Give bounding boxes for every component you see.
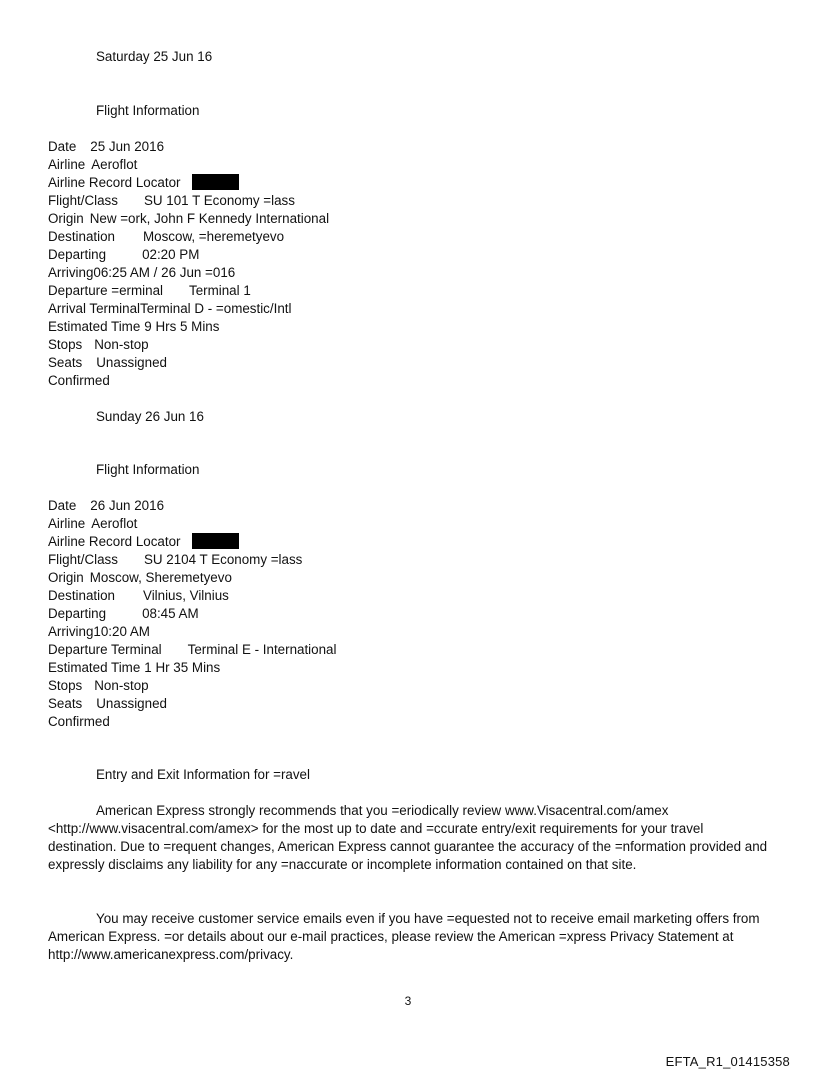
arriving-value: 06:25 AM / 26 Jun =016	[93, 265, 236, 280]
date-row	[48, 497, 164, 515]
stops-row	[48, 677, 149, 695]
departing-row	[48, 246, 199, 264]
destination-label: Destination	[48, 588, 115, 603]
redaction-box	[192, 533, 239, 549]
origin-row	[48, 210, 329, 228]
arriving-row	[48, 623, 150, 641]
date-value: 25 Jun 2016	[90, 139, 165, 154]
flight-class-row	[48, 192, 295, 210]
booking-status: Confirmed	[48, 714, 110, 729]
record-locator-label: Airline Record Locator	[48, 175, 181, 190]
email-notice-body: You may receive customer service emails even if you have =equested not to receive email marketing offers from American Express. =or details about our e-mail practices, please review the American =xpress Privacy Statement at http://www.americanexpress.com/privacy.	[48, 911, 760, 962]
estimated-time-label: Estimated Time	[48, 660, 141, 675]
departure-terminal-label: Departure =erminal	[48, 283, 163, 298]
destination-value: Moscow, =heremetyevo	[143, 229, 285, 244]
flight-class-row	[48, 551, 302, 569]
day-header: Saturday 25 Jun 16	[96, 49, 213, 64]
origin-label: Origin	[48, 570, 84, 585]
departure-terminal-value: Terminal E - International	[187, 642, 337, 657]
seats-label: Seats	[48, 696, 83, 711]
airline-value: Aeroflot	[91, 157, 138, 172]
stops-row	[48, 336, 149, 354]
origin-row	[48, 569, 232, 587]
seats-value: Unassigned	[96, 696, 167, 711]
origin-value: Moscow, Sheremetyevo	[89, 570, 232, 585]
departure-terminal-row	[48, 641, 336, 659]
date-label: Date	[48, 498, 77, 513]
entry-exit-paragraph	[48, 802, 770, 874]
record-locator-row	[48, 174, 180, 192]
flight-class-value: SU 101 T Economy =lass	[143, 193, 295, 208]
flight-info-title: Flight Information	[96, 103, 200, 118]
departure-terminal-label: Departure Terminal	[48, 642, 162, 657]
airline-value: Aeroflot	[91, 516, 138, 531]
redaction-box	[192, 174, 239, 190]
airline-row	[48, 515, 137, 533]
flight-class-value: SU 2104 T Economy =lass	[143, 552, 303, 567]
estimated-time-row	[48, 659, 220, 677]
departure-terminal-value: Terminal 1	[189, 283, 251, 298]
date-value: 26 Jun 2016	[90, 498, 165, 513]
airline-label: Airline	[48, 516, 86, 531]
destination-row	[48, 228, 284, 246]
departure-terminal-row	[48, 282, 251, 300]
destination-label: Destination	[48, 229, 115, 244]
estimated-time-value: 1 Hr 35 Mins	[144, 660, 221, 675]
estimated-time-row	[48, 318, 219, 336]
origin-label: Origin	[48, 211, 84, 226]
stops-label: Stops	[48, 337, 83, 352]
document-id: EFTA_R1_01415358	[665, 1054, 790, 1069]
flight-class-label: Flight/Class	[48, 193, 118, 208]
arrival-terminal-row	[48, 300, 291, 318]
date-label: Date	[48, 139, 77, 154]
arriving-row	[48, 264, 235, 282]
seats-row	[48, 695, 167, 713]
arriving-value: 10:20 AM	[93, 624, 150, 639]
departing-label: Departing	[48, 606, 107, 621]
email-notice-paragraph	[48, 910, 770, 964]
origin-value: New =ork, John F Kennedy International	[89, 211, 330, 226]
booking-status: Confirmed	[48, 373, 110, 388]
departing-label: Departing	[48, 247, 107, 262]
entry-exit-body: American Express strongly recommends that you =eriodically review www.Visacentral.com/amex <http://www.visacentral.com/amex> for the most up to date and =ccurate entry/exit requirements for your travel destination. Due to =requent changes, American Express cannot guarantee the accuracy of the =nformation provided and expressly disclaims any liability for any =naccurate or incomplete information contained on that site.	[48, 803, 768, 872]
arriving-label: Arriving	[48, 265, 94, 280]
departing-row	[48, 605, 199, 623]
seats-label: Seats	[48, 355, 83, 370]
stops-label: Stops	[48, 678, 83, 693]
arrival-terminal-label: Arrival Terminal	[48, 301, 141, 316]
record-locator-label: Airline Record Locator	[48, 534, 181, 549]
destination-row	[48, 587, 229, 605]
airline-label: Airline	[48, 157, 86, 172]
departing-value: 02:20 PM	[142, 247, 200, 262]
stops-value: Non-stop	[94, 337, 149, 352]
seats-value: Unassigned	[96, 355, 167, 370]
entry-exit-title: Entry and Exit Information for =ravel	[96, 767, 310, 782]
arrival-terminal-value: Terminal D - =omestic/Intl	[140, 301, 292, 316]
airline-row	[48, 156, 137, 174]
arriving-label: Arriving	[48, 624, 94, 639]
day-header: Sunday 26 Jun 16	[96, 409, 204, 424]
record-locator-row	[48, 533, 180, 551]
estimated-time-value: 9 Hrs 5 Mins	[144, 319, 220, 334]
page-number: 3	[404, 994, 412, 1008]
departing-value: 08:45 AM	[142, 606, 199, 621]
estimated-time-label: Estimated Time	[48, 319, 141, 334]
flight-class-label: Flight/Class	[48, 552, 118, 567]
destination-value: Vilnius, Vilnius	[143, 588, 229, 603]
flight-info-title: Flight Information	[96, 462, 200, 477]
date-row	[48, 138, 164, 156]
stops-value: Non-stop	[94, 678, 149, 693]
seats-row	[48, 354, 167, 372]
